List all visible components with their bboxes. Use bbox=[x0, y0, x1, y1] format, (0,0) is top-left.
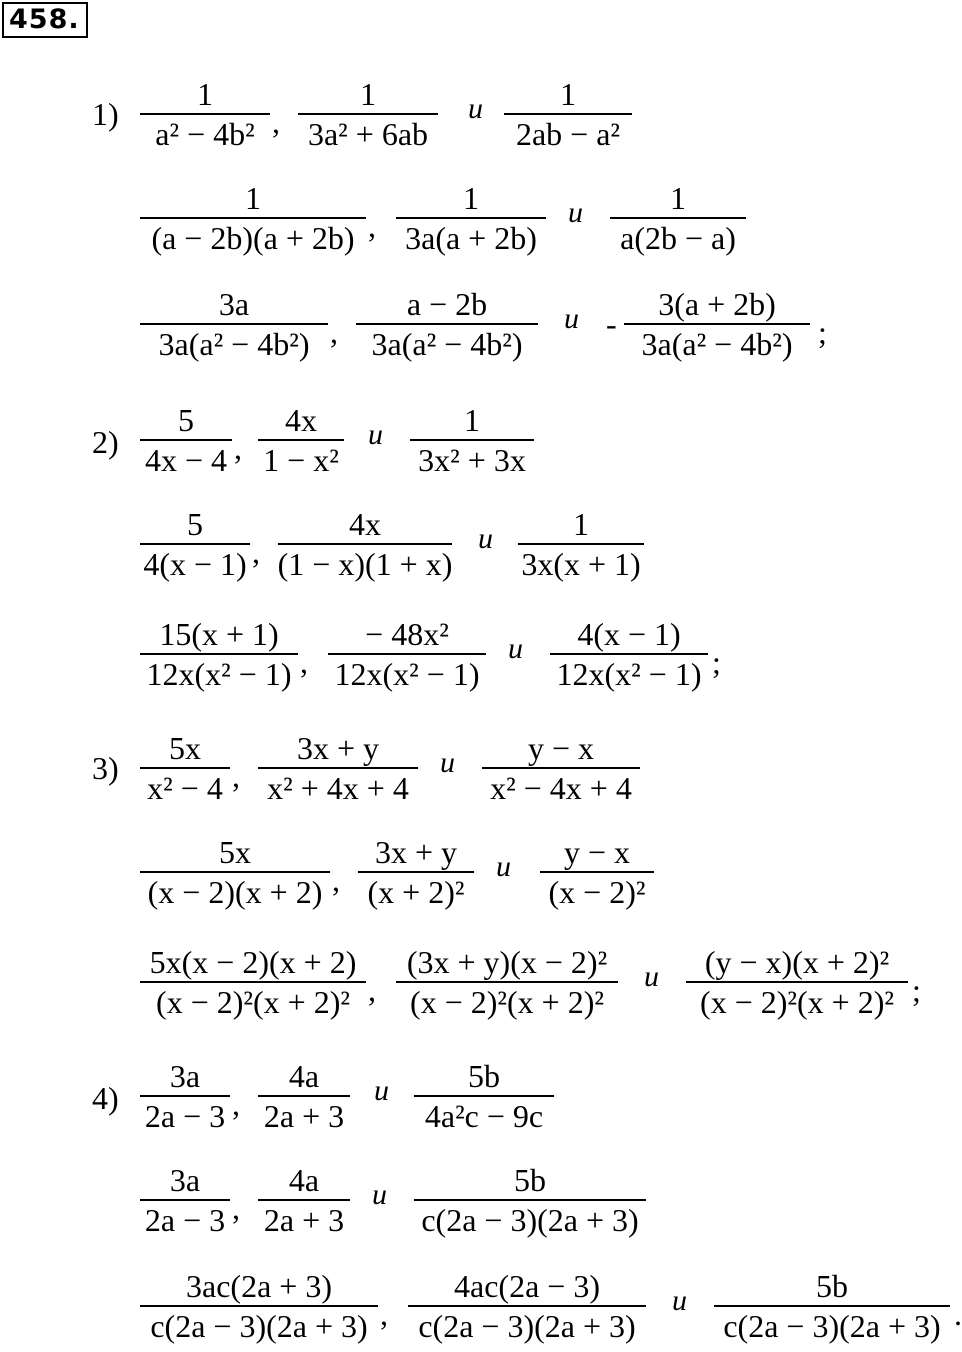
fraction-numerator: 1 bbox=[573, 506, 589, 542]
fraction-numerator: 1 bbox=[670, 180, 686, 216]
fraction-denominator: 3x² + 3x bbox=[418, 441, 526, 478]
fraction bbox=[140, 832, 330, 912]
fraction bbox=[298, 74, 438, 154]
fraction-denominator: c(2a − 3)(2a + 3) bbox=[421, 1201, 639, 1238]
fraction-denominator: a² − 4b² bbox=[155, 115, 255, 152]
expression-line bbox=[140, 1056, 960, 1136]
expression-line bbox=[140, 728, 960, 808]
fraction bbox=[686, 942, 908, 1022]
part-label: 2) bbox=[92, 424, 119, 460]
fraction bbox=[258, 400, 344, 480]
fraction bbox=[140, 178, 366, 258]
fraction bbox=[624, 284, 810, 364]
conjunction-and: и bbox=[372, 1178, 387, 1211]
fraction-denominator: 4(x − 1) bbox=[143, 545, 247, 582]
fraction-denominator: 4a²c − 9c bbox=[424, 1097, 544, 1134]
fraction-denominator: (x − 2)² bbox=[548, 873, 646, 910]
comma: , bbox=[368, 972, 376, 1008]
comma: , bbox=[232, 1190, 240, 1226]
fraction-denominator: 3a(a² − 4b²) bbox=[158, 325, 310, 362]
fraction-numerator: 5 bbox=[187, 506, 203, 542]
fraction bbox=[140, 1266, 378, 1346]
fraction-numerator: 3x + y bbox=[374, 834, 458, 870]
expression-line bbox=[140, 832, 960, 912]
fraction bbox=[140, 284, 328, 364]
expression-line bbox=[140, 942, 960, 1022]
line-end-punctuation: ; bbox=[818, 314, 827, 350]
fraction bbox=[140, 1056, 230, 1136]
expression-line bbox=[140, 1160, 960, 1240]
fraction-numerator: 3a bbox=[169, 1058, 201, 1094]
fraction-denominator: x² − 4x + 4 bbox=[490, 769, 632, 806]
conjunction-and: и bbox=[496, 850, 511, 883]
comma: , bbox=[232, 758, 240, 794]
fraction-denominator: c(2a − 3)(2a + 3) bbox=[150, 1307, 368, 1344]
fraction bbox=[140, 400, 232, 480]
fraction-numerator: 1 bbox=[560, 76, 576, 112]
fraction-numerator: 3x + y bbox=[296, 730, 380, 766]
fraction-numerator: 4x bbox=[349, 506, 381, 542]
expression-line bbox=[140, 74, 960, 154]
conjunction-and: и bbox=[644, 960, 659, 993]
fraction bbox=[396, 942, 618, 1022]
comma: , bbox=[252, 534, 260, 570]
conjunction-and: и bbox=[568, 196, 583, 229]
conjunction-and: и bbox=[368, 418, 383, 451]
fraction bbox=[714, 1266, 950, 1346]
fraction-numerator: 4x bbox=[285, 402, 317, 438]
fraction-denominator: 12x(x² − 1) bbox=[556, 655, 702, 692]
line-end-punctuation: . bbox=[954, 1296, 962, 1332]
comma: , bbox=[300, 644, 308, 680]
fraction-numerator: 5 bbox=[178, 402, 194, 438]
fraction-numerator: 15(x + 1) bbox=[159, 616, 279, 652]
fraction-numerator: 5b bbox=[514, 1162, 546, 1198]
fraction bbox=[550, 614, 708, 694]
fraction bbox=[356, 284, 538, 364]
fraction bbox=[396, 178, 546, 258]
expression-line bbox=[140, 614, 960, 694]
fraction-denominator: (1 − x)(1 + x) bbox=[277, 545, 453, 582]
fraction-numerator: 1 bbox=[360, 76, 376, 112]
fraction bbox=[140, 728, 230, 808]
comma: , bbox=[234, 430, 242, 466]
fraction-denominator: 3a² + 6ab bbox=[307, 115, 429, 152]
fraction-denominator: (x − 2)²(x + 2)² bbox=[700, 983, 894, 1020]
fraction bbox=[518, 504, 644, 584]
comma: , bbox=[330, 314, 338, 350]
conjunction-and: и bbox=[468, 92, 483, 125]
fraction-numerator: 5x bbox=[169, 730, 201, 766]
fraction bbox=[414, 1056, 554, 1136]
conjunction-and: и bbox=[440, 746, 455, 779]
fraction bbox=[540, 832, 654, 912]
fraction-denominator: 3x(x + 1) bbox=[521, 545, 641, 582]
fraction-denominator: c(2a − 3)(2a + 3) bbox=[418, 1307, 636, 1344]
fraction-numerator: 1 bbox=[245, 180, 261, 216]
fraction-denominator: 2a + 3 bbox=[263, 1201, 345, 1238]
fraction bbox=[482, 728, 640, 808]
fraction-denominator: 2a + 3 bbox=[263, 1097, 345, 1134]
expression-line bbox=[140, 178, 960, 258]
minus-sign: - bbox=[606, 306, 617, 342]
fraction-denominator: (x − 2)²(x + 2)² bbox=[156, 983, 350, 1020]
fraction bbox=[504, 74, 632, 154]
expression-line bbox=[140, 1266, 960, 1346]
fraction-numerator: 1 bbox=[463, 180, 479, 216]
fraction bbox=[140, 614, 298, 694]
fraction-denominator: (a − 2b)(a + 2b) bbox=[151, 219, 355, 256]
fraction-numerator: 3a bbox=[169, 1162, 201, 1198]
comma: , bbox=[380, 1296, 388, 1332]
fraction-numerator: 5b bbox=[468, 1058, 500, 1094]
fraction-denominator: 4x − 4 bbox=[144, 441, 228, 478]
part-label: 3) bbox=[92, 750, 119, 786]
fraction-denominator: 2a − 3 bbox=[144, 1097, 226, 1134]
fraction bbox=[258, 1056, 350, 1136]
expression-line bbox=[140, 284, 960, 364]
fraction bbox=[610, 178, 746, 258]
fraction-numerator: 3ac(2a + 3) bbox=[186, 1268, 332, 1304]
fraction bbox=[140, 1160, 230, 1240]
comma: , bbox=[332, 862, 340, 898]
fraction-numerator: 4a bbox=[288, 1058, 320, 1094]
fraction-denominator: 3a(a² − 4b²) bbox=[641, 325, 793, 362]
fraction bbox=[410, 400, 534, 480]
fraction-numerator: (3x + y)(x − 2)² bbox=[406, 944, 608, 980]
fraction-numerator: 5b bbox=[816, 1268, 848, 1304]
conjunction-and: и bbox=[672, 1284, 687, 1317]
fraction-denominator: 12x(x² − 1) bbox=[146, 655, 292, 692]
fraction-numerator: 1 bbox=[464, 402, 480, 438]
fraction-numerator: y − x bbox=[563, 834, 631, 870]
fraction-numerator: y − x bbox=[527, 730, 595, 766]
fraction-numerator: 3a bbox=[218, 286, 250, 322]
fraction bbox=[328, 614, 486, 694]
expression-line bbox=[140, 400, 960, 480]
fraction bbox=[258, 728, 418, 808]
fraction-numerator: − 48x² bbox=[365, 616, 449, 652]
fraction-denominator: c(2a − 3)(2a + 3) bbox=[723, 1307, 941, 1344]
fraction bbox=[258, 1160, 350, 1240]
fraction-numerator: 3(a + 2b) bbox=[658, 286, 776, 322]
fraction-denominator: 1 − x² bbox=[263, 441, 339, 478]
fraction-denominator: 2a − 3 bbox=[144, 1201, 226, 1238]
fraction-numerator: 5x(x − 2)(x + 2) bbox=[149, 944, 357, 980]
expression-line bbox=[140, 504, 960, 584]
fraction bbox=[140, 74, 270, 154]
part-label: 1) bbox=[92, 96, 119, 132]
fraction-numerator: 5x bbox=[219, 834, 251, 870]
fraction-denominator: 12x(x² − 1) bbox=[334, 655, 480, 692]
fraction bbox=[408, 1266, 646, 1346]
line-end-punctuation: ; bbox=[712, 644, 721, 680]
fraction-numerator: 4a bbox=[288, 1162, 320, 1198]
fraction-numerator: a − 2b bbox=[406, 286, 488, 322]
fraction bbox=[358, 832, 474, 912]
conjunction-and: и bbox=[508, 632, 523, 665]
line-end-punctuation: ; bbox=[912, 972, 921, 1008]
fraction-denominator: (x − 2)²(x + 2)² bbox=[410, 983, 604, 1020]
fraction-numerator: 1 bbox=[197, 76, 213, 112]
exercise-number: 458. bbox=[2, 2, 88, 38]
fraction bbox=[140, 942, 366, 1022]
fraction-numerator: (y − x)(x + 2)² bbox=[704, 944, 890, 980]
conjunction-and: и bbox=[374, 1074, 389, 1107]
fraction-denominator: 2ab − a² bbox=[515, 115, 621, 152]
fraction-numerator: 4ac(2a − 3) bbox=[454, 1268, 600, 1304]
fraction-denominator: 3a(a + 2b) bbox=[405, 219, 537, 256]
fraction-denominator: (x + 2)² bbox=[367, 873, 465, 910]
fraction-denominator: x² − 4 bbox=[147, 769, 223, 806]
comma: , bbox=[368, 208, 376, 244]
conjunction-and: и bbox=[564, 302, 579, 335]
fraction-denominator: a(2b − a) bbox=[620, 219, 736, 256]
comma: , bbox=[232, 1086, 240, 1122]
fraction-denominator: 3a(a² − 4b²) bbox=[371, 325, 523, 362]
part-label: 4) bbox=[92, 1080, 119, 1116]
fraction-denominator: x² + 4x + 4 bbox=[267, 769, 409, 806]
comma: , bbox=[272, 104, 280, 140]
fraction-numerator: 4(x − 1) bbox=[577, 616, 681, 652]
fraction-denominator: (x − 2)(x + 2) bbox=[147, 873, 323, 910]
conjunction-and: и bbox=[478, 522, 493, 555]
fraction bbox=[278, 504, 452, 584]
fraction bbox=[414, 1160, 646, 1240]
fraction bbox=[140, 504, 250, 584]
